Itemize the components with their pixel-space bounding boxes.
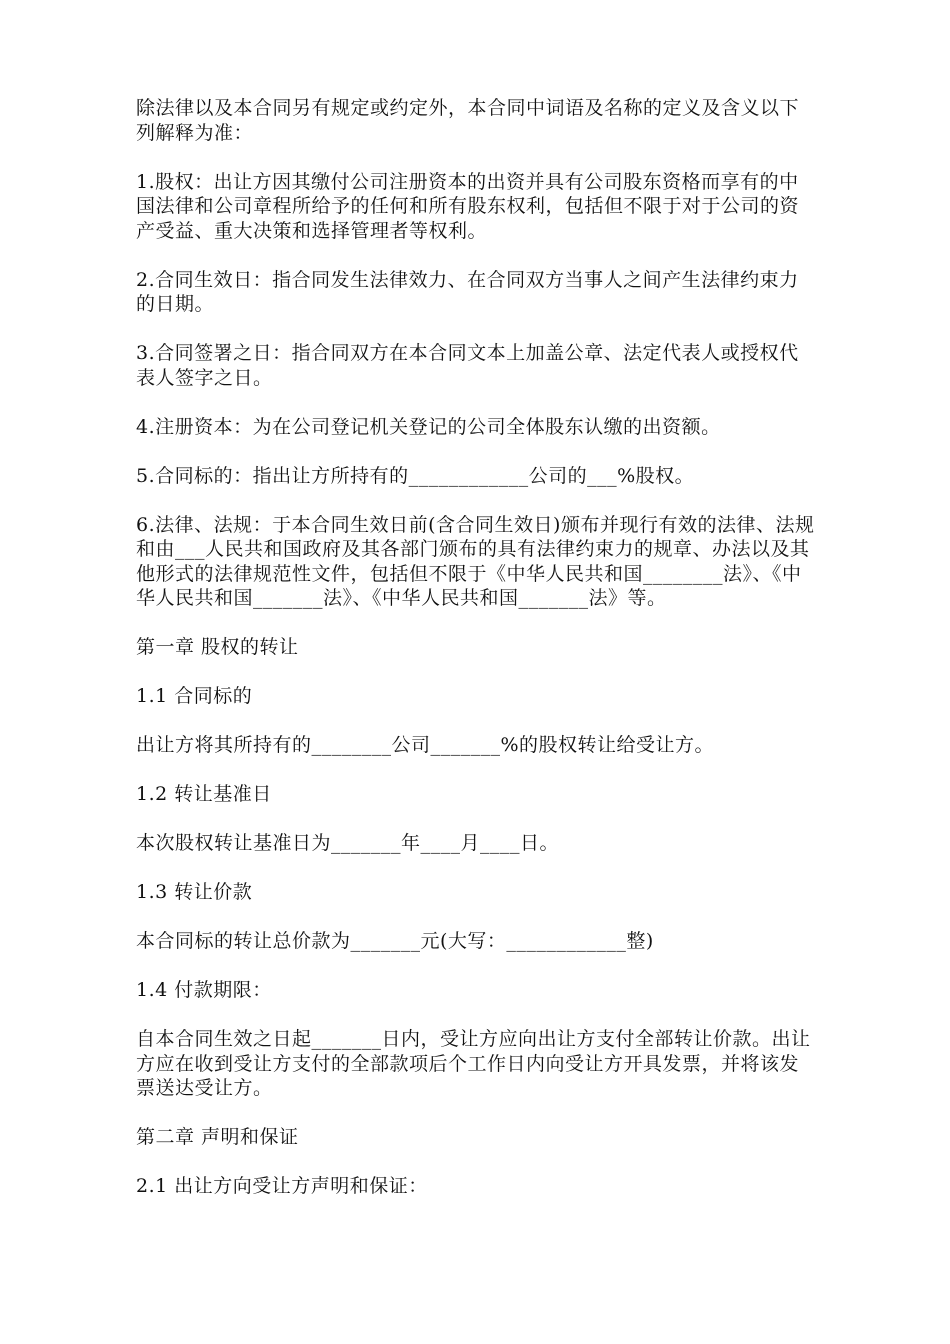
- section-1-1-body: 出让方将其所持有的________公司_______%的股权转让给受让方。: [136, 734, 715, 756]
- chapter-two-heading: 第二章 声明和保证: [136, 1126, 299, 1148]
- section-2-1-heading: 2.1 出让方向受让方声明和保证：: [136, 1175, 428, 1197]
- section-1-4-heading: 1.4 付款期限：: [136, 979, 272, 1001]
- section-1-4-body: 自本合同生效之日起_______日内，受让方应向出让方支付全部转让价款。出让方应在收到受让方支付的全部款项后个工作日内向受让方开具发票，并将该发票送达受让方。: [136, 1028, 811, 1099]
- definition-signing-date: 3.合同签署之日：指合同双方在本合同文本上加盖公章、法定代表人或授权代表人签字之日。: [136, 342, 799, 389]
- document-page: [136, 96, 816, 1223]
- section-1-3-body: 本合同标的转让总价款为_______元(大写：____________整): [136, 930, 654, 952]
- definition-equity: 1.股权：出让方因其缴付公司注册资本的出资并具有公司股东资格而享有的中国法律和公司章程所给予的任何和所有股东权利，包括但不限于对于公司的资产受益、重大决策和选择管理者等权利。: [136, 170, 800, 242]
- section-1-1-heading: 1.1 合同标的: [136, 685, 253, 707]
- section-1-2-body: 本次股权转让基准日为_______年____月____日。: [136, 832, 560, 854]
- definition-contract-subject: 5.合同标的：指出让方所持有的____________公司的___%股权。: [136, 464, 695, 487]
- definitions-intro: 除法律以及本合同另有规定或约定外，本合同中词语及名称的定义及含义以下列解释为准：: [136, 97, 800, 144]
- definition-effective-date: 2.合同生效日：指合同发生法律效力、在合同双方当事人之间产生法律约束力的日期。: [136, 268, 799, 315]
- definition-registered-capital: 4.注册资本：为在公司登记机关登记的公司全体股东认缴的出资额。: [136, 415, 721, 438]
- section-1-2-heading: 1.2 转让基准日: [136, 783, 272, 805]
- definition-laws: 6.法律、法规：于本合同生效日前(含合同生效日)颁布并现行有效的法律、法规和由___人民共和国政府及其各部门颁布的具有法律约束力的规章、办法以及其他形式的法律规范性文件，包括但不限于《中华人民共和国________法》、《中华人民共和国_______法》、《中华人民共和国_______法》等。: [136, 513, 815, 609]
- chapter-one-heading: 第一章 股权的转让: [136, 636, 299, 658]
- section-1-3-heading: 1.3 转让价款: [136, 881, 253, 903]
